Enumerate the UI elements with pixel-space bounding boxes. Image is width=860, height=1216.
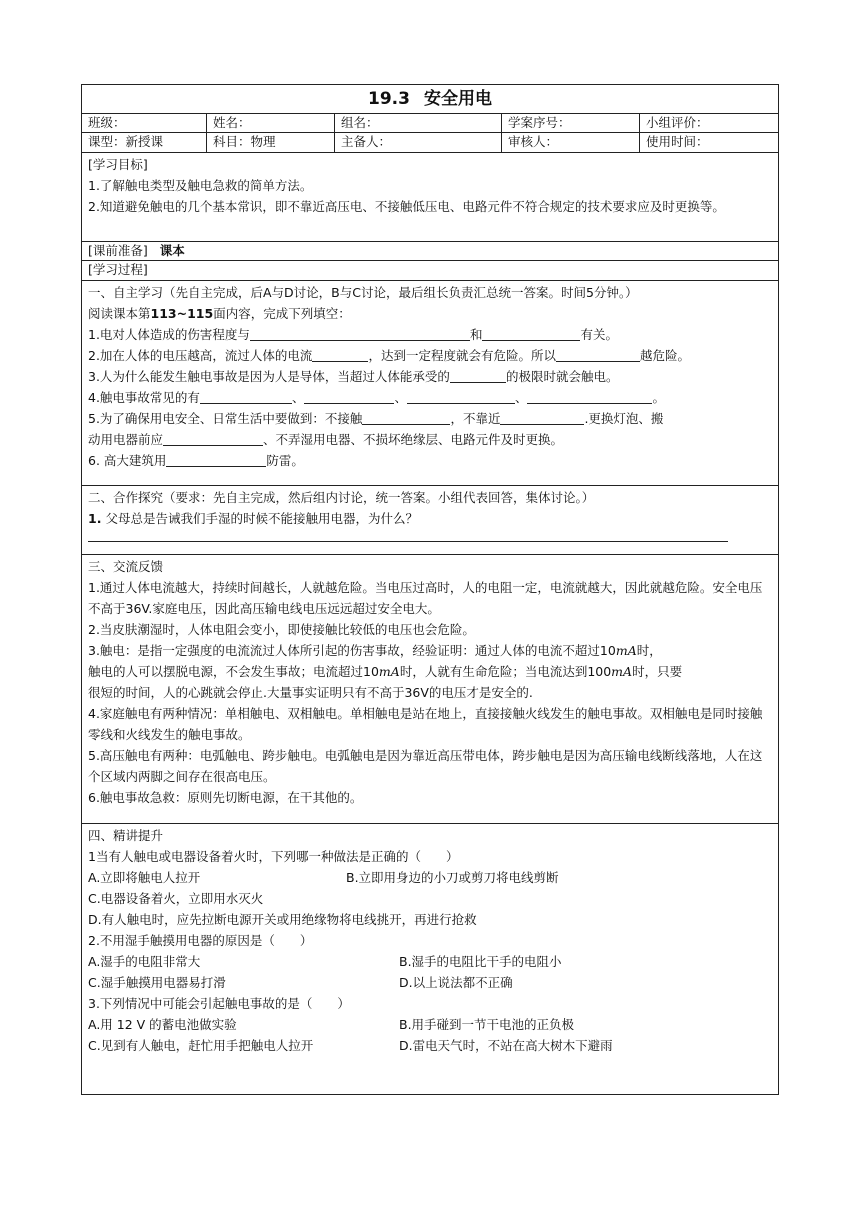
feedback-point: 5.高压触电有两种：电弧触电、跨步触电。电弧触电是因为靠近高压带电体，跨步触电是因为高压输电线断线落地，人在这个区域内两脚之间存在很高电压。	[88, 748, 763, 784]
subject-field: 科目：物理	[206, 133, 334, 152]
self-study-section	[82, 280, 778, 485]
fill-blank[interactable]	[200, 389, 292, 404]
info-row-1	[82, 113, 778, 132]
reading-instruction: 阅读课本第113~115面内容，完成下列填空：	[88, 306, 351, 321]
page-title	[82, 85, 778, 113]
cooperation-section	[82, 485, 778, 554]
feedback-point-cont: 触电的人可以摆脱电源，不会发生事故；电流超过10mA时，人就有生命危险；当电流达到100mA时，只要	[88, 664, 683, 679]
self-study-heading: 一、自主学习（先自主完成，后A与D讨论，B与C讨论，最后组长负责汇总统一答案。时间5分钟。）	[88, 285, 638, 300]
feedback-point: 6.触电事故急救：原则先切断电源，在干其他的。	[88, 790, 363, 805]
question-3: 3.人为什么能发生触电事故是因为人是导体，当超过人体能承受的 的极限时就会触电。	[88, 369, 619, 384]
use-time-field: 使用时间：	[639, 133, 780, 152]
info-row-2	[82, 132, 778, 152]
question-6: 6. 高大建筑用 防雷。	[88, 453, 304, 468]
option-d[interactable]: D.以上说法都不正确	[399, 975, 513, 990]
objective-item: 1.了解触电类型及触电急救的简单方法。	[88, 178, 313, 193]
fill-blank[interactable]	[482, 326, 580, 341]
option-a[interactable]: A.湿手的电阻非常大	[88, 954, 201, 969]
prep-heading: [课前准备]	[88, 243, 148, 258]
fill-blank[interactable]	[250, 326, 470, 341]
preparer-field: 主备人：	[334, 133, 501, 152]
mcq-question: 2.不用湿手触摸用电器的原因是（ ）	[88, 933, 313, 948]
option-d[interactable]: D.有人触电时，应先拉断电源开关或用绝缘物将电线挑开，再进行抢救	[88, 912, 477, 927]
lesson-name: 安全用电	[423, 89, 492, 109]
option-a[interactable]: A.用 12 V 的蓄电池做实验	[88, 1017, 237, 1032]
fill-blank[interactable]	[500, 410, 584, 425]
fill-blank[interactable]	[304, 389, 394, 404]
question-4: 4.触电事故常见的有 、 、 、 。	[88, 390, 665, 405]
fill-blank[interactable]	[362, 410, 450, 425]
feedback-heading: 三、交流反馈	[88, 559, 164, 574]
option-c[interactable]: C.见到有人触电，赶忙用手把触电人拉开	[88, 1038, 314, 1053]
feedback-point: 1.通过人体电流越大，持续时间越长，人就越危险。当电压过高时，人的电阻一定，电流就越大，因此就越危险。安全电压不高于36V.家庭电压，因此高压输电线电压远远超过安全电大。	[88, 580, 763, 616]
mcq-options	[88, 1035, 772, 1056]
case-number-field: 学案序号：	[501, 114, 639, 132]
group-rating-field: 小组评价：	[639, 114, 780, 132]
mcq-question: 3.下列情况中可能会引起触电事故的是（ ）	[88, 996, 350, 1011]
fill-blank[interactable]	[163, 431, 263, 446]
fill-blank[interactable]	[450, 368, 506, 383]
fill-blank[interactable]	[407, 389, 515, 404]
objectives-heading: [学习目标]	[88, 157, 148, 172]
fill-blank[interactable]	[166, 452, 266, 467]
mcq-options	[88, 951, 772, 972]
option-b[interactable]: B.用手碰到一节干电池的正负极	[399, 1017, 575, 1032]
cooperation-heading: 二、合作探究（要求：先自主完成，然后组内讨论，统一答案。小组代表回答，集体讨论。）	[88, 490, 595, 505]
lesson-number: 19.3	[368, 89, 410, 109]
feedback-point-cont: 很短的时间，人的心跳就会停止.大量事实证明只有不高于36V的电压才是安全的.	[88, 685, 533, 700]
fill-blank[interactable]	[312, 347, 368, 362]
group-field: 组名：	[334, 114, 501, 132]
option-a[interactable]: A.立即将触电人拉开	[88, 870, 201, 885]
question-5-cont: 动用电器前应 、不弄湿用电器、不损坏绝缘层、电路元件及时更换。	[88, 432, 564, 447]
mcq-options	[88, 867, 772, 888]
worksheet-table	[81, 84, 779, 1095]
mcq-question: 1当有人触电或电器设备着火时，下列哪一种做法是正确的（ ）	[88, 849, 459, 864]
option-d[interactable]: D.雷电天气时，不站在高大树木下避雨	[399, 1038, 613, 1053]
improve-section	[82, 823, 778, 1095]
process-heading: [学习过程]	[82, 260, 778, 280]
feedback-point: 3.触电：是指一定强度的电流流过人体所引起的伤害事故，经验证明：通过人体的电流不超过10mA时，	[88, 643, 662, 658]
class-field: 班级：	[88, 115, 126, 130]
cooperation-question: 1. 父母总是告诫我们手湿的时候不能接触用电器，为什么？	[88, 511, 418, 526]
answer-line[interactable]	[88, 529, 728, 542]
name-field: 姓名：	[206, 114, 334, 132]
feedback-point: 4.家庭触电有两种情况：单相触电、双相触电。单相触电是站在地上，直接接触火线发生的触电事故。双相触电是同时接触零线和火线发生的触电事故。	[88, 706, 763, 742]
improve-heading: 四、精讲提升	[88, 828, 164, 843]
fill-blank[interactable]	[556, 347, 640, 362]
option-b[interactable]: B.立即用身边的小刀或剪刀将电线剪断	[346, 870, 559, 885]
question-2: 2.加在人体的电压越高，流过人体的电流 ，达到一定程度就会有危险。所以 越危险。	[88, 348, 690, 363]
question-5: 5.为了确保用电安全、日常生活中要做到：不接触 ，不靠近 .更换灯泡、搬	[88, 411, 664, 426]
mcq-options	[88, 1014, 772, 1035]
objective-item: 2.知道避免触电的几个基本常识，即不靠近高压电、不接触低压电、电路元件不符合规定的技术要求应及时更换等。	[88, 199, 725, 214]
option-c[interactable]: C.电器设备着火，立即用水灭火	[88, 891, 264, 906]
objectives-section	[82, 152, 778, 241]
option-b[interactable]: B.湿手的电阻比干手的电阻小	[399, 954, 562, 969]
fill-blank[interactable]	[527, 389, 652, 404]
prep-section	[82, 241, 778, 260]
prep-value: 课本	[159, 243, 185, 258]
question-1: 1.电对人体造成的伤害程度与 和 有关。	[88, 327, 618, 342]
mcq-options	[88, 972, 772, 993]
feedback-section	[82, 554, 778, 823]
reviewer-field: 审核人：	[501, 133, 639, 152]
lesson-type-field: 课型：新授课	[88, 134, 164, 149]
option-c[interactable]: C.湿手触摸用电器易打滑	[88, 975, 226, 990]
feedback-point: 2.当皮肤潮湿时，人体电阻会变小，即使接触比较低的电压也会危险。	[88, 622, 475, 637]
